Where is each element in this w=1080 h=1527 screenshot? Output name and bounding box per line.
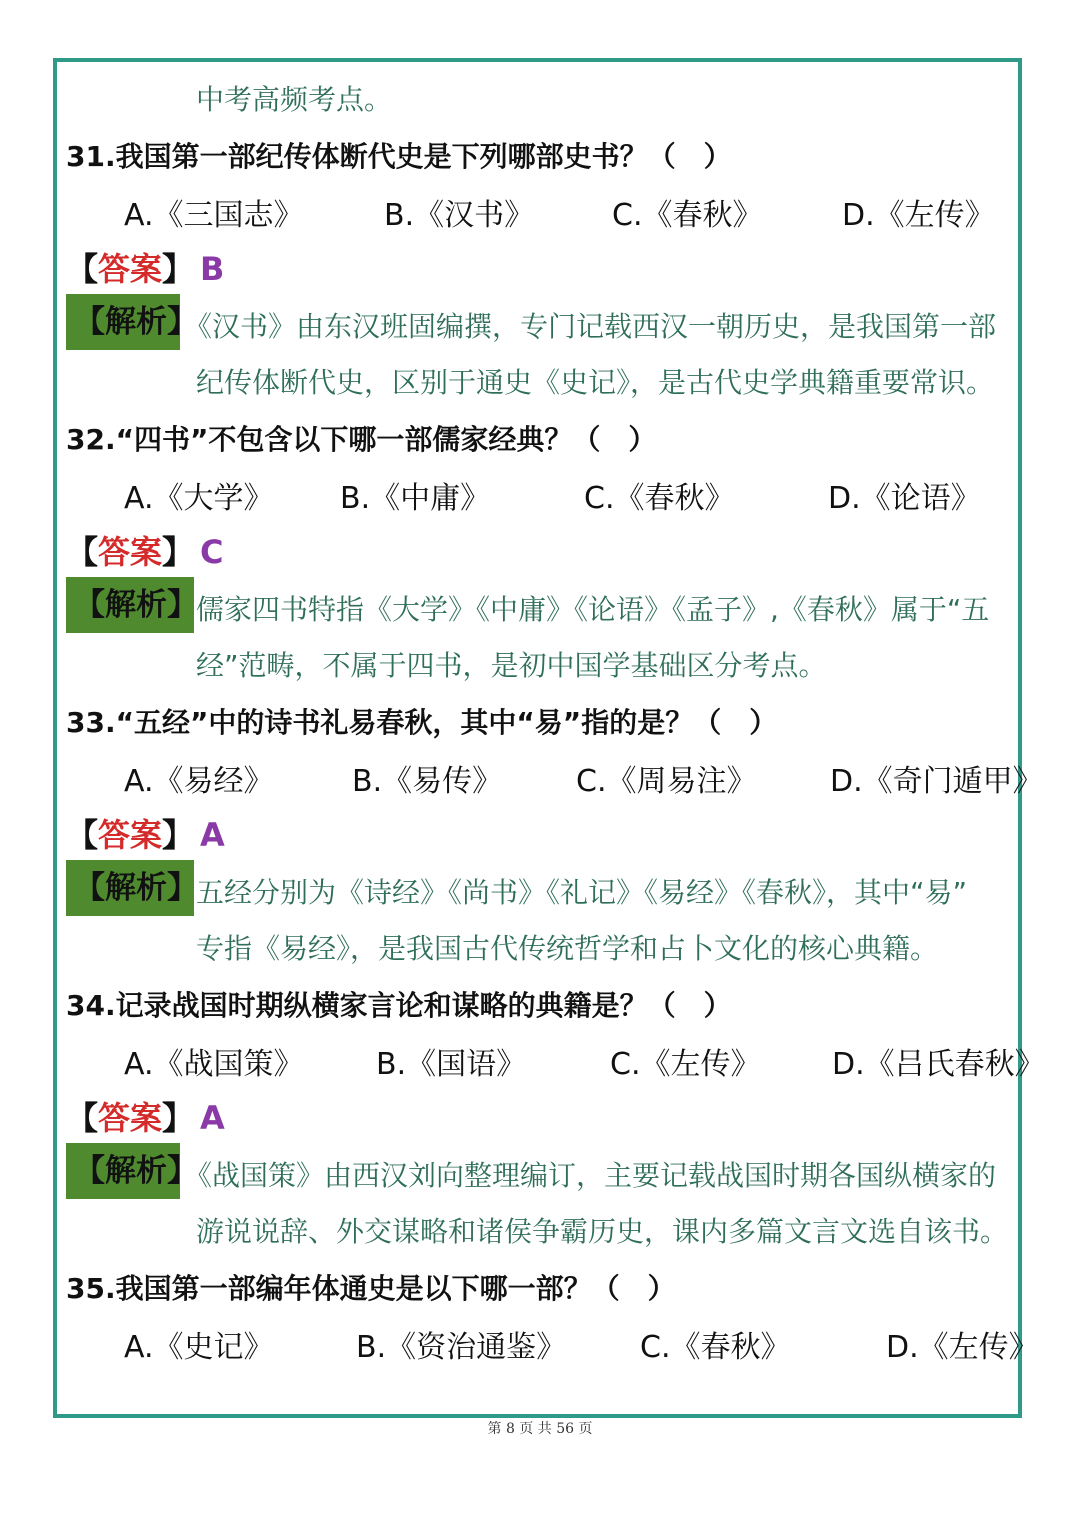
q33-option-b: B.《易传》 <box>352 764 503 799</box>
q35-option-d: D.《左传》 <box>886 1330 1039 1365</box>
answer-label: 答案 <box>98 1099 163 1137</box>
answer-label: 答案 <box>98 533 163 571</box>
q34-answer-letter: A <box>200 1099 225 1137</box>
q32-option-d: D.《论语》 <box>828 481 981 516</box>
q35-option-c: C.《春秋》 <box>640 1330 791 1365</box>
question-31-stem: 31.我国第一部纪传体断代史是下列哪部史书？（ ） <box>66 140 732 173</box>
q33-explanation-label: 【解析】 <box>66 860 194 916</box>
question-35-stem: 35.我国第一部编年体通史是以下哪一部？（ ） <box>66 1272 676 1305</box>
q34-option-d: D.《吕氏春秋》 <box>832 1047 1045 1082</box>
q33-explanation-line2: 专指《易经》，是我国古代传统哲学和占卜文化的核心典籍。 <box>196 932 939 965</box>
q34-option-c: C.《左传》 <box>610 1047 761 1082</box>
q33-option-d: D.《奇门遁甲》 <box>830 764 1043 799</box>
q31-answer-letter: B <box>200 250 225 288</box>
page-footer: 第 8 页 共 56 页 <box>487 1421 593 1437</box>
q31-explanation-line1: 《汉书》由东汉班固编撰，专门记载西汉一朝历史，是我国第一部 <box>184 310 997 343</box>
q34-option-a: A.《战国策》 <box>124 1047 304 1082</box>
answer-label: 答案 <box>98 816 163 854</box>
q31-option-c: C.《春秋》 <box>612 198 763 233</box>
q33-answer: 【答案】 A <box>66 816 225 854</box>
answer-label: 答案 <box>98 250 163 288</box>
q34-option-b: B.《国语》 <box>376 1047 527 1082</box>
question-33-stem: 33.“五经”中的诗书礼易春秋，其中“易”指的是？（ ） <box>66 706 778 739</box>
q31-option-a: A.《三国志》 <box>124 198 304 233</box>
question-34-stem: 34.记录战国时期纵横家言论和谋略的典籍是？（ ） <box>66 989 732 1022</box>
q35-option-b: B.《资治通鉴》 <box>356 1330 567 1365</box>
q31-option-d: D.《左传》 <box>842 198 995 233</box>
q34-answer: 【答案】 A <box>66 1099 225 1137</box>
q35-option-a: A.《史记》 <box>124 1330 274 1365</box>
q32-option-a: A.《大学》 <box>124 481 274 516</box>
q34-explanation-line2: 游说说辞、外交谋略和诸侯争霸历史，课内多篇文言文选自该书。 <box>196 1215 1009 1248</box>
q31-answer: 【答案】 B <box>66 250 225 288</box>
question-32-stem: 32.“四书”不包含以下哪一部儒家经典？（ ） <box>66 423 657 456</box>
q32-answer: 【答案】 C <box>66 533 224 571</box>
q32-explanation-label: 【解析】 <box>66 577 194 633</box>
q33-option-a: A.《易经》 <box>124 764 274 799</box>
q32-option-c: C.《春秋》 <box>584 481 735 516</box>
q31-explanation-label: 【解析】 <box>66 294 180 350</box>
q32-option-b: B.《中庸》 <box>340 481 491 516</box>
q32-answer-letter: C <box>200 533 224 571</box>
q34-explanation-line1: 《战国策》由西汉刘向整理编订，主要记载战国时期各国纵横家的 <box>184 1159 997 1192</box>
q33-explanation-line1: 五经分别为《诗经》《尚书》《礼记》《易经》《春秋》，其中“易” <box>196 876 968 909</box>
q31-option-b: B.《汉书》 <box>384 198 535 233</box>
q33-answer-letter: A <box>200 816 225 854</box>
q32-explanation-line1: 儒家四书特指《大学》《中庸》《论语》《孟子》,《春秋》属于“五 <box>196 593 990 626</box>
q34-explanation-label: 【解析】 <box>66 1143 180 1199</box>
q33-option-c: C.《周易注》 <box>576 764 757 799</box>
q32-explanation-line2: 经”范畴，不属于四书，是初中国学基础区分考点。 <box>196 649 827 682</box>
q31-explanation-line2: 纪传体断代史，区别于通史《史记》，是古代史学典籍重要常识。 <box>196 366 995 399</box>
continuation-text: 中考高频考点。 <box>196 83 393 116</box>
